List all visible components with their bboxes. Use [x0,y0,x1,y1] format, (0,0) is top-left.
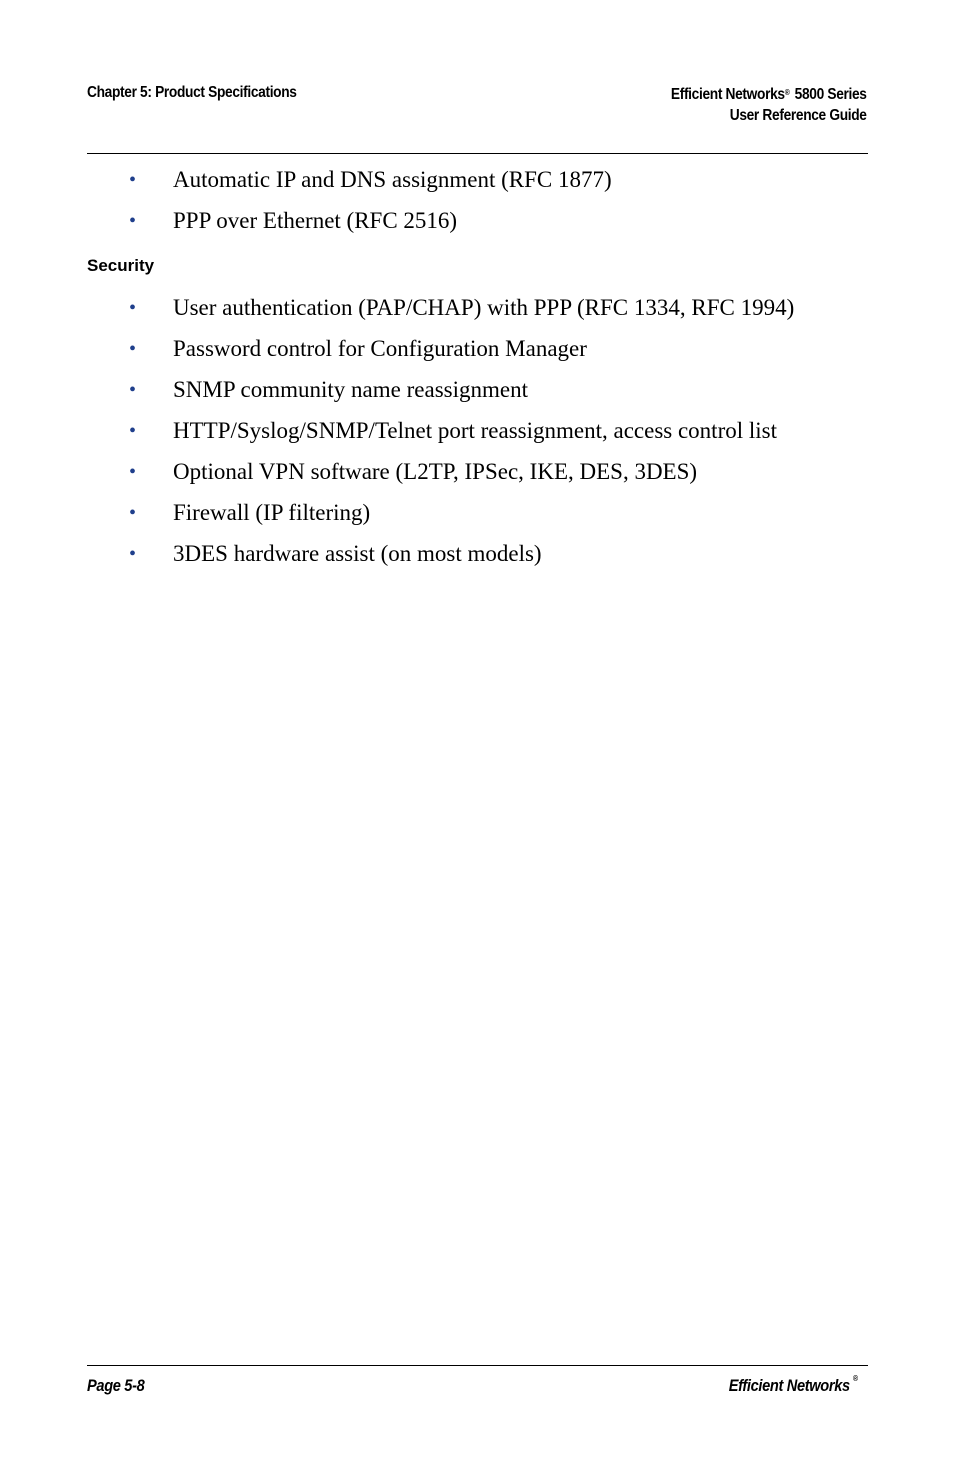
bullet-icon: • [129,502,137,524]
bullet-icon: • [129,420,137,442]
list-item [0,166,954,207]
section-heading-security: Security [87,256,155,275]
bullet-icon: • [129,379,137,401]
list-item-text: PPP over Ethernet (RFC 2516) [173,208,458,233]
bullet-icon: • [129,169,137,191]
bullet-icon: • [129,461,137,483]
header-guide: User Reference Guide [730,107,867,124]
list-item [0,417,954,458]
list-item [0,458,954,499]
list-item [0,294,954,335]
footer-brand [728,1374,858,1396]
footer-divider [87,1365,868,1366]
list-item-text: Automatic IP and DNS assignment (RFC 1877) [173,167,612,192]
list-item [0,499,954,540]
list-item-text: Password control for Configuration Manager [173,336,587,361]
list-item-text: HTTP/Syslog/SNMP/Telnet port reassignment, access control list [173,418,777,443]
security-list [0,294,954,581]
list-item-text: SNMP community name reassignment [173,377,528,402]
header-product-line [671,84,867,105]
footer-brand-name: Efficient Networks [728,1376,850,1395]
list-item [0,207,954,248]
running-header-chapter: Chapter 5: Product Specifications [87,84,297,101]
feature-list [0,166,954,248]
list-item [0,335,954,376]
bullet-icon: • [129,543,137,565]
list-item-text: Firewall (IP filtering) [173,500,371,525]
registered-mark: ® [853,1374,858,1383]
header-brand: Efficient Networks [671,86,786,103]
list-item [0,376,954,417]
bullet-icon: • [129,338,137,360]
list-item-text: User authentication (PAP/CHAP) with PPP (RFC 1334, RFC 1994) [173,295,795,320]
header-series: 5800 Series [795,86,867,103]
running-header-title [671,84,867,126]
header-divider [87,153,868,154]
bullet-icon: • [129,297,137,319]
registered-mark: ® [785,88,790,97]
list-item-text: Optional VPN software (L2TP, IPSec, IKE, DES, 3DES) [173,459,698,484]
page-number: Page 5-8 [87,1376,145,1395]
list-item-text: 3DES hardware assist (on most models) [173,541,542,566]
list-item [0,540,954,581]
bullet-icon: • [129,210,137,232]
